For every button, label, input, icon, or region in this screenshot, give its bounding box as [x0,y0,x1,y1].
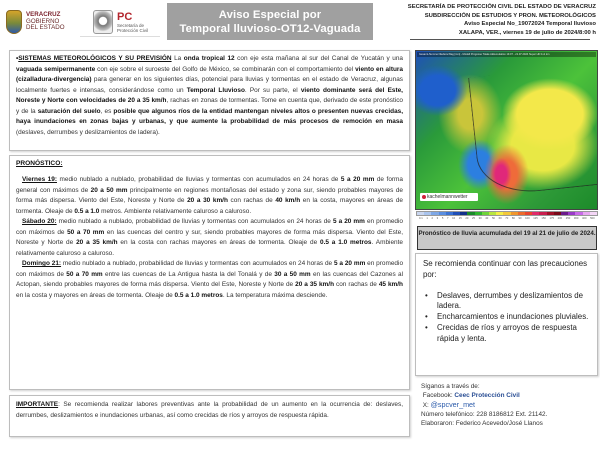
text-bold: 30 a 50 mm [274,270,311,278]
text: , es [100,107,114,115]
coastline-outline [468,65,598,197]
text: con rachas de [227,197,276,204]
colorbar-label: 20 [465,217,469,220]
colorbar-swatch [424,212,431,215]
proteccion-civil-logo [93,6,163,38]
text: . Por su parte, el [244,86,301,94]
colorbar-label: 2 [431,217,434,220]
colorbar-label: 1 [426,217,428,220]
text: . La temperatura máxima desciende. [222,291,328,299]
text: La [171,55,184,62]
colorbar-label: 125 [533,217,538,220]
colorbar-label: 25 [472,217,476,220]
list-item: • Crecidas de ríos y arroyos de respuesta rápida y lenta. [423,323,590,345]
text-bold: 5 a 20 mm [334,260,366,267]
text-bold: vaguada semipermanente [16,65,96,73]
text-bold: viento en altura (cizalladura-divergencia) [16,65,403,83]
text: metros. Ambiente relativamente caluroso a caluroso. [99,207,252,215]
forecast-day-friday [16,175,403,217]
colorbar-label: 80 [511,217,515,220]
text-bold: 20 a 30 km/h [187,197,228,204]
text: en promedio con máximos de [16,218,404,236]
forecast-day-saturday [16,217,403,259]
text-bold: viento dominante será del Este, Noreste y Norte con velocidades de 20 a 35 km/h [16,86,403,104]
text: . Ambiente relativamente caluroso a caluroso. [16,239,403,257]
phone-number: Número telefónico: 228 8186812 Ext. 21142. [421,410,548,418]
text: con rachas de [334,281,379,288]
logo-veracruz-line2: GOBIERNO [26,17,60,25]
colorbar-label: 500 [590,217,595,220]
text-bold: 0.5 a 1.0 [74,207,100,215]
x-label: X: [422,401,431,409]
logo-veracruz-line3: DEL ESTADO [26,24,65,32]
colorbar-label: 3 [436,217,439,220]
text: entre las cuencas de La Antigua hasta la del Tonalá y de [102,270,275,278]
logo-pc-sub2: Protección Civil [117,27,149,33]
colorbar-swatch [532,212,539,215]
text: para generar en los siguientes días, potencial para lluvias y tormentas en el estado de Veracruz, algunas localmente fuertes e intensas, considerándose como un [16,76,403,94]
location-date: XALAPA, VER., viernes 19 de julio de 2024/8:00 h [458,29,596,36]
colorbar-swatch [575,212,582,215]
important-paragraph [16,400,403,421]
day-label: Domingo 21: [22,260,62,267]
important-label: IMPORTANTE [16,401,59,408]
forecast-day-sunday [16,259,403,301]
facebook-link[interactable]: Ceec Protección Civil [454,391,520,399]
logo-veracruz-line1: VERACRUZ [26,10,61,18]
colorbar-swatch [460,212,467,215]
text: en las cuencas del centro y sur, siendo probables mayores de forma más dispersa. Viento del Este, Noreste y Norte de [16,228,403,246]
colorbar-swatch [453,212,460,215]
colorbar-label: 5 [441,217,444,220]
agency-name: SECRETARÍA DE PROTECCIÓN CIVIL DEL ESTADO DE VERACRUZ [407,4,596,10]
text: medio nublado a nublado, probabilidad de lluvias y tormentas con acumulados en 24 horas de [56,218,333,225]
colorbar-swatch [439,212,446,215]
colorbar-label: 175 [549,217,554,220]
text: medio nublado a nublado, probabilidad de lluvias y tormentas con acumulados en 24 horas de [56,176,341,183]
colorbar-label: 250 [565,217,571,220]
colorbar-label: 40 [485,217,489,220]
colorbar-label: 60 [498,217,502,220]
day-label: Sábado 20: [22,218,57,225]
veracruz-government-logo [6,6,70,38]
systems-paragraph [16,54,403,138]
colorbar-label: 10 [452,217,456,220]
pc-seal-icon [93,10,113,34]
colorbar-swatch [539,212,546,215]
text: de forma general con máximos de [16,176,403,194]
authors: Elaboraron: Federico Acevedo/José Llanos [421,419,543,427]
important-text: : Se recomienda realizar labores preventivas ante la probabilidad de un aumento en la ocurrencia de: deslaves, derrumbes, deslizamientos e inundaciones urbanas, así como crecidas de ríos y arroyos de respuesta rápida. [16,401,403,419]
text: , rachas en zonas de tormentas. Tome en cuenta que, derivado de este pronóstico y de la [16,97,404,115]
list-item: • Encharcamientos e inundaciones pluviales. [423,312,590,323]
facebook-label: Facebook: [422,391,455,399]
text-bold: 50 a 70 mm [67,228,105,236]
subdirection-name: SUBDIRECCIÓN DE ESTUDIOS Y PRON. METEOROLÓGICOS [424,12,596,19]
text-bold: saturación del suelo [37,107,101,115]
colorbar-swatch [568,212,575,215]
colorbar-swatch [503,212,510,215]
important-notice [9,395,410,437]
colorbar-label: 400 [582,217,587,220]
colorbar-swatch [496,212,503,215]
colorbar-label: 300 [573,217,579,220]
colorbar-swatch [547,212,554,215]
colorbar-swatch [431,212,438,215]
text-bold: 20 a 35 km/h [295,281,334,288]
text: en las cuencas del Cazones al Actopan, siendo probables mayores de forma más dispersa. Viento del Este, Noreste y Norte de [16,270,404,288]
text-bold: 5 a 20 mm [332,218,365,225]
colorbar-swatch [554,212,561,215]
list-item: • Deslaves, derrumbes y deslizamientos de ladera. [423,291,590,313]
text-bold: 0.5 a 1.0 metros [320,239,372,246]
colorbar-swatch [417,212,424,215]
text-bold: posible que algunos ríos de la entidad mantengan niveles altos o presenten nuevas crecidas, haya inundaciones en zonas bajas y urbanas, y que aumente la probabilidad de más procesos de remoción en masa [16,107,404,125]
text: con eje sobre el suroeste del Golfo de México, se combinarán con el comportamiento del [95,65,356,73]
page-title [167,3,373,40]
text-bold: 40 km/h [275,197,301,204]
title-line1: Aviso Especial por [218,9,322,21]
text: en la costa, mayores en áreas de tormenta. Oleaje de [16,197,403,215]
notice-number: Aviso Especial No_19072024 Temporal lluvioso [464,21,596,27]
logo-pc-abbr: PC [117,10,133,23]
rainfall-colorbar [416,211,598,216]
bullet: • [16,55,19,62]
logo-pc-sub1: Secretaría de [117,22,145,28]
kachelmannwetter-logo: kachelmannwetter [420,193,478,201]
precautions-box [415,253,598,376]
meteorological-systems-section [9,50,410,151]
veracruz-coat-of-arms-icon [6,10,22,34]
text: con eje esta mañana al sur del Canal de Yucatán y una [234,55,403,62]
colorbar-swatch [561,212,568,215]
title-line2: Temporal lluvioso-OT12-Vaguada [179,23,361,35]
precautions-list [423,291,590,345]
map-figure-caption: Pronóstico de lluvia acumulada del 19 al 21 de julio de 2024. [417,226,597,250]
text: en promedio con máximos de [16,260,404,278]
colorbar-swatch [489,212,496,215]
text-bold: 5 a 20 mm [340,176,375,183]
colorbar-swatch [475,212,482,215]
text-bold: 20 a 50 mm [90,186,128,194]
forecast-heading: PRONÓSTICO: [16,160,63,167]
colorbar-swatch [518,212,525,215]
colorbar-label: 200 [557,217,563,220]
rainfall-forecast-map [415,50,598,210]
contact-info [421,383,596,429]
colorbar-label: 50 [491,217,495,220]
colorbar-swatch [482,212,489,215]
text: principalmente en regiones montañosas del estado y zona sur, siendo probables mayores de forma más dispersa. Viento del Este, Noreste y Norte de [16,186,403,204]
colorbar-label: 15 [458,217,462,220]
colorbar-label: 150 [541,217,546,220]
text: en la costa y mayores en áreas de tormenta. Oleaje de [16,291,175,299]
text: en la costa con rachas mayores en áreas de tormenta. Oleaje de [117,239,320,246]
colorbar-swatch [583,212,590,215]
text-bold: 50 a 70 mm [66,270,103,278]
forecast-section [9,155,410,390]
text: (deslaves, derrumbes y deslizamientos de ladera). [16,128,160,136]
agency-header [398,3,596,40]
x-link[interactable]: @spcver_met [430,399,476,409]
text-bold: onda tropical 12 [183,55,235,62]
colorbar-label: 7 [446,217,449,220]
colorbar-label: 30 [478,217,482,220]
header-divider [410,39,590,40]
text-bold: 0.5 a 1.0 metros [174,291,223,299]
logo-divider [80,36,160,37]
colorbar-labels [419,217,595,220]
follow-text: Síganos a través de: [421,383,480,390]
text-bold: Temporal Lluvioso [186,86,245,94]
colorbar-swatch [446,212,453,215]
text-bold: 45 km/h [378,281,403,288]
day-label: Viernes 19: [22,176,57,183]
colorbar-label: 70 [505,217,509,220]
colorbar-swatch [467,212,474,215]
text: medio nublado a nublado, probabilidad de lluvias y tormentas con acumulados en 24 horas de [61,260,334,267]
map-caption: Gesamt-Summe Niederschlag [mm] - Modell Prognose Totale Akkumulation 19.07 - 21.07.2024 Super HD 1x1 km [417,52,596,57]
colorbar-label: 0.1 [419,217,423,220]
colorbar-label: 100 [525,217,530,220]
colorbar-swatch [511,212,518,215]
precautions-intro: Se recomienda continuar con las precauciones por: [423,259,588,279]
text-bold: 20 a 35 km/h [76,239,118,246]
systems-heading: SISTEMAS METEOROLÓGICOS Y SU PREVISIÓN [18,55,172,62]
colorbar-label: 90 [518,217,522,220]
colorbar-swatch [525,212,532,215]
colorbar-swatch [590,212,597,215]
